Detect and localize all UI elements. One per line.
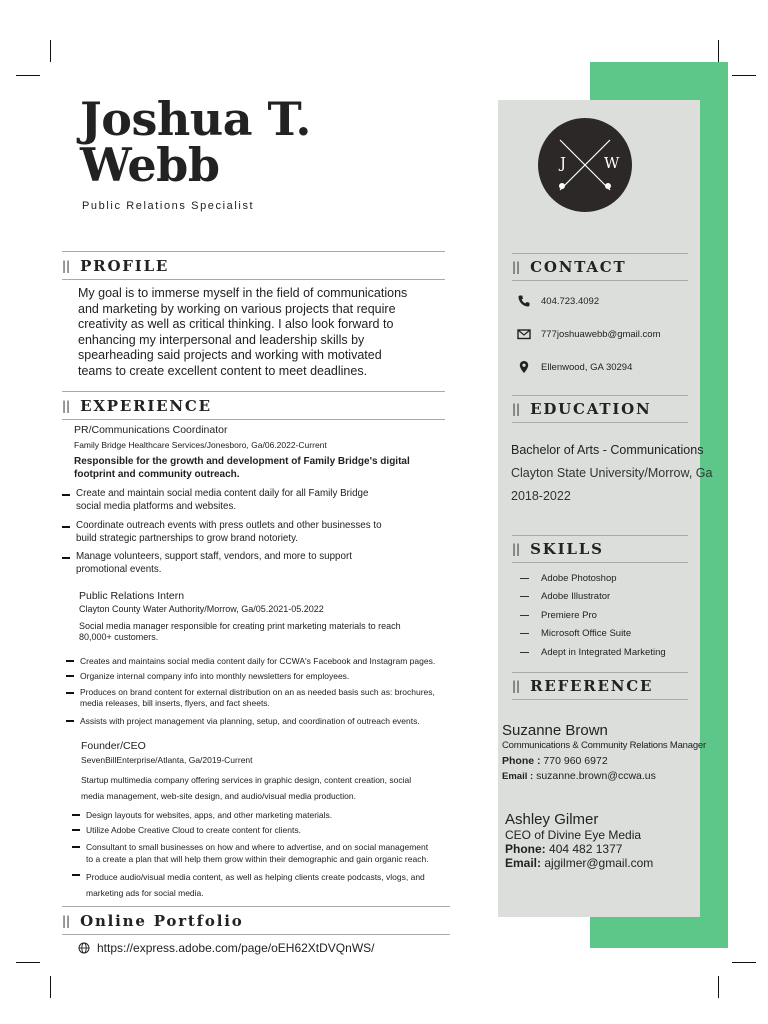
list-item: Consultant to small businesses on how and where to advertise, and on social management to a create a plan that will help them grow within their demographic and gain organic reach.	[72, 841, 429, 865]
section-header-experience	[62, 391, 445, 420]
reference-title-1: Communications & Community Relations Manager	[502, 740, 706, 751]
section-title: Online Portfolio	[80, 911, 244, 930]
job-org-3: SevenBillEnterprise/Atlanta, Ga/2019-Current	[81, 755, 253, 765]
section-header-skills	[512, 535, 688, 563]
crop-mark	[732, 75, 756, 76]
section-title: EXPERIENCE	[80, 396, 212, 415]
list-item: Manage volunteers, support staff, vendors, and more to support promotional events.	[62, 551, 352, 576]
section-title: EDUCATION	[530, 400, 652, 418]
job-title-2: Public Relations Intern	[79, 590, 185, 602]
section-header-contact	[512, 253, 688, 281]
skill-item: Adept in Integrated Marketing	[520, 647, 666, 658]
skill-item: Adobe Photoshop	[520, 573, 617, 584]
globe-icon	[78, 942, 90, 954]
education-years: 2018-2022	[511, 489, 571, 503]
section-marker-icon: ||	[512, 260, 521, 274]
section-header-reference	[512, 672, 688, 700]
page-title	[80, 92, 311, 192]
education-school: Clayton State University/Morrow, Ga	[511, 466, 713, 480]
phone-icon	[517, 294, 531, 308]
job-org-2: Clayton County Water Authority/Morrow, Ga/05.2021-05.2022	[79, 604, 324, 614]
portfolio-link[interactable]: https://express.adobe.com/page/oEH62XtDVQnWS/	[97, 941, 375, 955]
job-summary-3: Startup multimedia company offering services in graphic design, content creation, social media management, web-site design, and audio/visual media production.	[81, 775, 412, 801]
name-line-2: Webb	[80, 138, 220, 192]
reference-name-1: Suzanne Brown	[502, 722, 608, 739]
location-pin-icon	[517, 360, 531, 374]
section-title: SKILLS	[530, 540, 604, 558]
section-marker-icon: ||	[512, 402, 521, 416]
skill-item: Microsoft Office Suite	[520, 628, 631, 639]
list-item: Produce audio/visual media content, as well as helping clients create podcasts, vlogs, and marketing ads for social media.	[72, 869, 425, 901]
section-marker-icon: ||	[512, 679, 521, 693]
crop-mark	[732, 962, 756, 963]
section-title: CONTACT	[530, 258, 627, 276]
job-title-1: PR/Communications Coordinator	[74, 424, 228, 436]
contact-phone[interactable]: 404.723.4092	[517, 294, 599, 308]
list-item: Organize internal company info into monthly newsletters for employees.	[66, 670, 349, 682]
mail-icon	[517, 327, 531, 341]
section-header-education	[512, 395, 688, 423]
section-header-portfolio	[62, 906, 450, 935]
skill-item: Premiere Pro	[520, 610, 597, 621]
list-item: Produces on brand content for external distribution on an as needed basis such as: brochures, media releases, bill inserts, flyers, and fact sheets.	[66, 687, 435, 709]
reference-title-2: CEO of Divine Eye Media	[505, 828, 642, 842]
profile-text: My goal is to immerse myself in the field of communications and marketing by working on various projects that require creativity as well as critical thinking. I also look forward to enhancing my interpersonal and leadership skills by spearheading said projects and working with motivated teams to create excellent content to meet deadlines.	[78, 286, 408, 378]
list-item: Create and maintain social media content daily for all Family Bridge social media platforms and websites.	[62, 488, 368, 513]
section-title: PROFILE	[80, 256, 170, 275]
crop-mark	[16, 962, 40, 963]
section-marker-icon: ||	[62, 258, 71, 273]
contact-location: Ellenwood, GA 30294	[517, 360, 632, 374]
job-title: Public Relations Specialist	[82, 200, 255, 212]
list-item: Utilize Adobe Creative Cloud to create content for clients.	[72, 824, 301, 836]
section-title: REFERENCE	[530, 677, 654, 695]
crop-mark	[50, 976, 51, 998]
section-marker-icon: ||	[62, 398, 71, 413]
list-item: Coordinate outreach events with press outlets and other businesses to build strategic partnerships to grow brand notoriety.	[62, 520, 382, 545]
reference-phone-1: Phone : 770 960 6972	[502, 755, 608, 767]
job-org-1: Family Bridge Healthcare Services/Jonesboro, Ga/06.2022-Current	[74, 440, 327, 450]
reference-phone-2: Phone: 404 482 1377	[505, 842, 623, 856]
reference-email-2[interactable]: Email: ajgilmer@gmail.com	[505, 856, 654, 870]
reference-email-1[interactable]: Email : suzanne.brown@ccwa.us	[502, 770, 656, 782]
list-item: Assists with project management via planning, setup, and coordination of outreach events.	[66, 715, 420, 727]
section-marker-icon: ||	[512, 542, 521, 556]
job-summary-2: Social media manager responsible for creating print marketing materials to reach 80,000+ customers.	[79, 621, 401, 642]
portfolio-link-row[interactable]	[78, 941, 374, 955]
crop-mark	[50, 40, 51, 62]
section-marker-icon: ||	[62, 913, 71, 928]
section-header-profile	[62, 251, 445, 280]
crop-mark	[718, 976, 719, 998]
list-item: Creates and maintains social media content daily for CCWA's Facebook and Instagram pages.	[66, 655, 435, 667]
reference-name-2: Ashley Gilmer	[505, 811, 599, 828]
crop-mark	[718, 40, 719, 62]
crop-mark	[16, 75, 40, 76]
sidebar-panel	[498, 100, 700, 917]
list-item: Design layouts for websites, apps, and other marketing materials.	[72, 809, 332, 821]
contact-email[interactable]: 777joshuawebb@gmail.com	[517, 327, 661, 341]
logo-initial-j: J	[560, 154, 567, 172]
logo-initial-w: W	[604, 154, 620, 172]
job-summary-1: Responsible for the growth and development of Family Bridge's digital footprint and community outreach.	[74, 456, 410, 480]
monogram-logo	[538, 118, 632, 212]
job-title-3: Founder/CEO	[81, 740, 146, 752]
skill-item: Adobe Illustrator	[520, 591, 610, 602]
name-line-1: Joshua T.	[80, 92, 311, 146]
education-degree: Bachelor of Arts - Communications	[511, 443, 704, 457]
